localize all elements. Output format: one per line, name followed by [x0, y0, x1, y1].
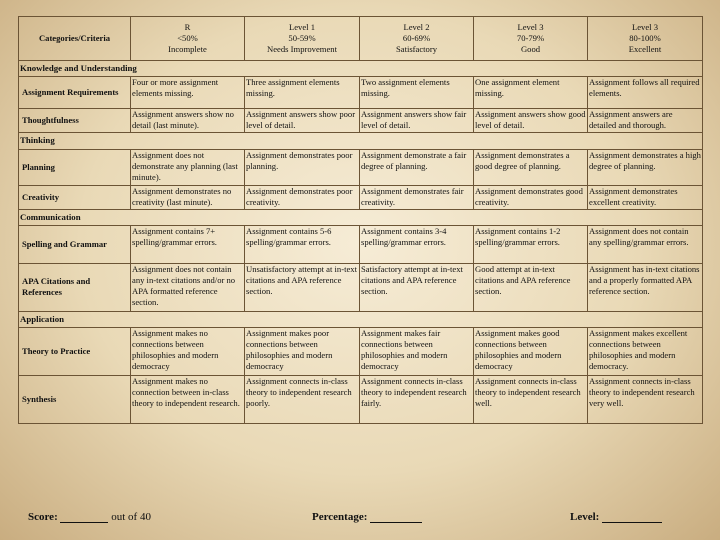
level-header: Level 3 70-79% Good	[474, 17, 588, 61]
table-cell: Assignment does not contain any in-text citations and/or no APA formatted reference section.	[131, 263, 245, 311]
table-row	[19, 77, 703, 109]
table-cell: Assignment makes poor connections between philosophies and modern democracy	[245, 328, 360, 376]
table-row	[19, 185, 703, 209]
table-cell: Assignment makes good connections between philosophies and modern democracy	[474, 328, 588, 376]
table-cell: Assignment connects in-class theory to independent research very well.	[588, 376, 703, 424]
row-label: APA Citations and References	[19, 263, 131, 311]
table-cell: Assignment demonstrates good creativity.	[474, 185, 588, 209]
table-row	[19, 225, 703, 263]
table-cell: Four or more assignment elements missing.	[131, 77, 245, 109]
score-blank[interactable]	[60, 510, 108, 523]
table-cell: Assignment answers show no detail (last minute).	[131, 109, 245, 133]
row-label: Assignment Requirements	[19, 77, 131, 109]
table-cell: Assignment contains 7+ spelling/grammar errors.	[131, 225, 245, 263]
row-label: Spelling and Grammar	[19, 225, 131, 263]
table-cell: Assignment demonstrates fair creativity.	[360, 185, 474, 209]
rubric-table	[18, 16, 703, 424]
percentage-label: Percentage:	[312, 511, 368, 523]
level-field	[570, 510, 662, 523]
level-header: Level 1 50-59% Needs Improvement	[245, 17, 360, 61]
table-cell: Assignment connects in-class theory to independent research well.	[474, 376, 588, 424]
score-suffix: out of 40	[111, 511, 151, 523]
level-header: Level 2 60-69% Satisfactory	[360, 17, 474, 61]
header-row	[19, 17, 703, 61]
table-cell: Assignment contains 3-4 spelling/grammar errors.	[360, 225, 474, 263]
section-header: Communication	[19, 209, 703, 225]
table-cell: Three assignment elements missing.	[245, 77, 360, 109]
table-cell: Two assignment elements missing.	[360, 77, 474, 109]
row-label: Thoughtfulness	[19, 109, 131, 133]
score-field	[28, 510, 151, 523]
table-cell: Assignment does not contain any spelling/grammar errors.	[588, 225, 703, 263]
percentage-blank[interactable]	[370, 510, 422, 523]
section-header: Thinking	[19, 133, 703, 149]
table-row	[19, 263, 703, 311]
table-cell: Assignment contains 5-6 spelling/grammar errors.	[245, 225, 360, 263]
table-cell: Assignment demonstrates poor planning.	[245, 149, 360, 185]
table-cell: Assignment answers show poor level of detail.	[245, 109, 360, 133]
row-label: Planning	[19, 149, 131, 185]
level-blank[interactable]	[602, 510, 662, 523]
row-label: Creativity	[19, 185, 131, 209]
criteria-header: Categories/Criteria	[19, 17, 131, 61]
table-cell: Assignment makes excellent connections between philosophies and modern democracy.	[588, 328, 703, 376]
level-label: Level:	[570, 511, 600, 523]
percentage-field	[312, 510, 422, 523]
table-cell: Satisfactory attempt at in-text citations and APA reference section.	[360, 263, 474, 311]
table-cell: Assignment makes fair connections between philosophies and modern democracy	[360, 328, 474, 376]
level-header: R <50% Incomplete	[131, 17, 245, 61]
section-header: Knowledge and Understanding	[19, 61, 703, 77]
table-cell: Assignment demonstrates a high degree of planning.	[588, 149, 703, 185]
table-cell: Assignment demonstrates a good degree of planning.	[474, 149, 588, 185]
table-cell: Assignment demonstrates poor creativity.	[245, 185, 360, 209]
table-cell: Assignment contains 1-2 spelling/grammar errors.	[474, 225, 588, 263]
table-cell: Assignment answers show good level of detail.	[474, 109, 588, 133]
table-cell: Unsatisfactory attempt at in-text citations and APA reference section.	[245, 263, 360, 311]
table-cell: Assignment demonstrate a fair degree of planning.	[360, 149, 474, 185]
table-cell: Good attempt at in-text citations and APA reference section.	[474, 263, 588, 311]
table-cell: Assignment answers are detailed and thorough.	[588, 109, 703, 133]
table-cell: Assignment makes no connection between in-class theory to independent research.	[131, 376, 245, 424]
table-cell: Assignment demonstrates no creativity (last minute).	[131, 185, 245, 209]
row-label: Synthesis	[19, 376, 131, 424]
table-cell: One assignment element missing.	[474, 77, 588, 109]
table-cell: Assignment connects in-class theory to independent research fairly.	[360, 376, 474, 424]
table-cell: Assignment has in-text citations and a properly formatted APA reference section.	[588, 263, 703, 311]
table-cell: Assignment connects in-class theory to independent research poorly.	[245, 376, 360, 424]
table-cell: Assignment demonstrates excellent creativity.	[588, 185, 703, 209]
row-label: Theory to Practice	[19, 328, 131, 376]
table-cell: Assignment answers show fair level of detail.	[360, 109, 474, 133]
table-row	[19, 109, 703, 133]
table-row	[19, 328, 703, 376]
table-cell: Assignment follows all required elements.	[588, 77, 703, 109]
table-cell: Assignment does not demonstrate any planning (last minute).	[131, 149, 245, 185]
table-row	[19, 149, 703, 185]
score-label: Score:	[28, 511, 58, 523]
table-row	[19, 376, 703, 424]
level-header: Level 3 80-100% Excellent	[588, 17, 703, 61]
section-header: Application	[19, 311, 703, 327]
table-cell: Assignment makes no connections between philosophies and modern democracy	[131, 328, 245, 376]
